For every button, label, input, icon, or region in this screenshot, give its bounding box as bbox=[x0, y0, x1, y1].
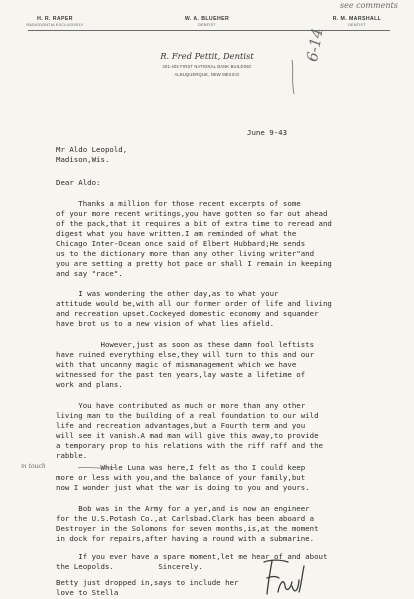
letterhead-left-name: H. R. RAPER bbox=[37, 16, 73, 22]
letter-line: I was wondering the other day,as to what your bbox=[56, 289, 279, 298]
annotation-filing-mark: 6-14 bbox=[303, 26, 327, 64]
letter-line: have brot us to a new vision of what lies afield. bbox=[56, 319, 275, 328]
letter-line: work and plans. bbox=[56, 380, 123, 389]
annotation-see-comments: see comments bbox=[340, 1, 398, 10]
letterhead-left-role: RADIODONTIA EXCLUSIVELY bbox=[26, 23, 84, 27]
letter-line: for the U.S.Potash Co.,at Carlsbad.Clark has been aboard a bbox=[56, 514, 315, 523]
letter-line: Chicago Inter-Ocean once said of Elbert Hubbard;He sends bbox=[56, 239, 306, 248]
letter-line: now I wonder just what the war is doing to you and yours. bbox=[56, 483, 310, 492]
signature bbox=[258, 556, 306, 598]
annotation-margin-note: m touch bbox=[21, 463, 46, 470]
postscript-line: love to Stella bbox=[56, 588, 119, 597]
letterhead-right-role: DENTIST bbox=[348, 23, 366, 27]
letter-line: of your more recent writings,you have gotten so far out ahead bbox=[56, 209, 328, 218]
letter-line: Thanks a million for those recent excerpts of some bbox=[56, 199, 301, 208]
practice-address: 401-403 FIRST NATIONAL BANK BUILDING bbox=[162, 64, 252, 69]
letter-date: June 9-43 bbox=[247, 128, 288, 137]
letterhead-left bbox=[14, 16, 96, 27]
letter-line: witnessed for the past ten years,lay waste a lifetime of bbox=[56, 370, 306, 379]
recipient-line: Madison,Wis. bbox=[56, 155, 110, 164]
letter-line: a temporary prop to his relations with the riff raff and the bbox=[56, 441, 323, 450]
letter-line: If you ever have a spare moment,let me hear of and about bbox=[56, 552, 328, 561]
letter-line: While Luna was here,I felt as tho I could keep bbox=[56, 463, 306, 472]
letter-line: with that uncanny magic of mismanagement which we have bbox=[56, 360, 297, 369]
letter-line: you are setting a pretty hot pace or shall I remain in keeping bbox=[56, 259, 332, 268]
annotation-tick-mark bbox=[288, 58, 304, 98]
letter-line: Bob was in the Army for a yer,and is now an engineer bbox=[56, 504, 310, 513]
letterhead-right bbox=[316, 16, 398, 27]
letterhead-center-role: DENTIST bbox=[198, 23, 216, 27]
practice-brand bbox=[0, 51, 414, 77]
letter-line: living man to the building of a real foundation to our wild bbox=[56, 411, 319, 420]
practice-name: R. Fred Pettit, Dentist bbox=[160, 51, 254, 61]
letter-line: life and recreation advantages,but a Fourth term and you bbox=[56, 421, 306, 430]
letter-line: the Leopolds. Sincerely. bbox=[56, 562, 203, 571]
letter-line: and say "race". bbox=[56, 269, 123, 278]
letter-line: have ruined everything else,they will turn to this and our bbox=[56, 350, 315, 359]
letter-line: and recreation upset.Cockeyed domestic economy and squander bbox=[56, 309, 319, 318]
letter-line: will see it vanish.A mad man will give this away,to provide bbox=[56, 431, 319, 440]
recipient-line: Mr Aldo Leopold, bbox=[56, 145, 128, 154]
letterhead-right-name: R. M. MARSHALL bbox=[332, 16, 382, 22]
letter-line: digest what you have written.I am reminded of what the bbox=[56, 229, 297, 238]
letter-line: us to the dictionary more than any other living writer"and bbox=[56, 249, 315, 258]
letterhead-divider bbox=[28, 30, 390, 31]
letter-line: However,just as soon as these damn fool leftists bbox=[56, 340, 315, 349]
postscript-line: Betty just dropped in,says to include her bbox=[56, 578, 239, 587]
practice-city: ALBUQUERQUE, NEW MEXICO bbox=[174, 72, 240, 77]
letter-line: in dock for repairs,after having a round with a submarine. bbox=[56, 534, 315, 543]
letter-line: of the pack,that it requires a bit of extra time to reread and bbox=[56, 219, 332, 228]
letter-line: more or less with you,and the balance of your family,but bbox=[56, 473, 306, 482]
letter-line: rabble. bbox=[56, 451, 88, 460]
letter-line: You have contributed as much or more than any other bbox=[56, 401, 306, 410]
letterhead-center-name: W. A. BLUEHER bbox=[184, 16, 230, 22]
letter-line: attitude would be,with all our former order of life and living bbox=[56, 299, 332, 308]
letterhead-center bbox=[166, 16, 248, 27]
handwritten-underline bbox=[78, 465, 118, 471]
salutation: Dear Aldo: bbox=[56, 178, 101, 187]
letter-line: Destroyer in the Solomons for seven months,is,at the moment bbox=[56, 524, 319, 533]
